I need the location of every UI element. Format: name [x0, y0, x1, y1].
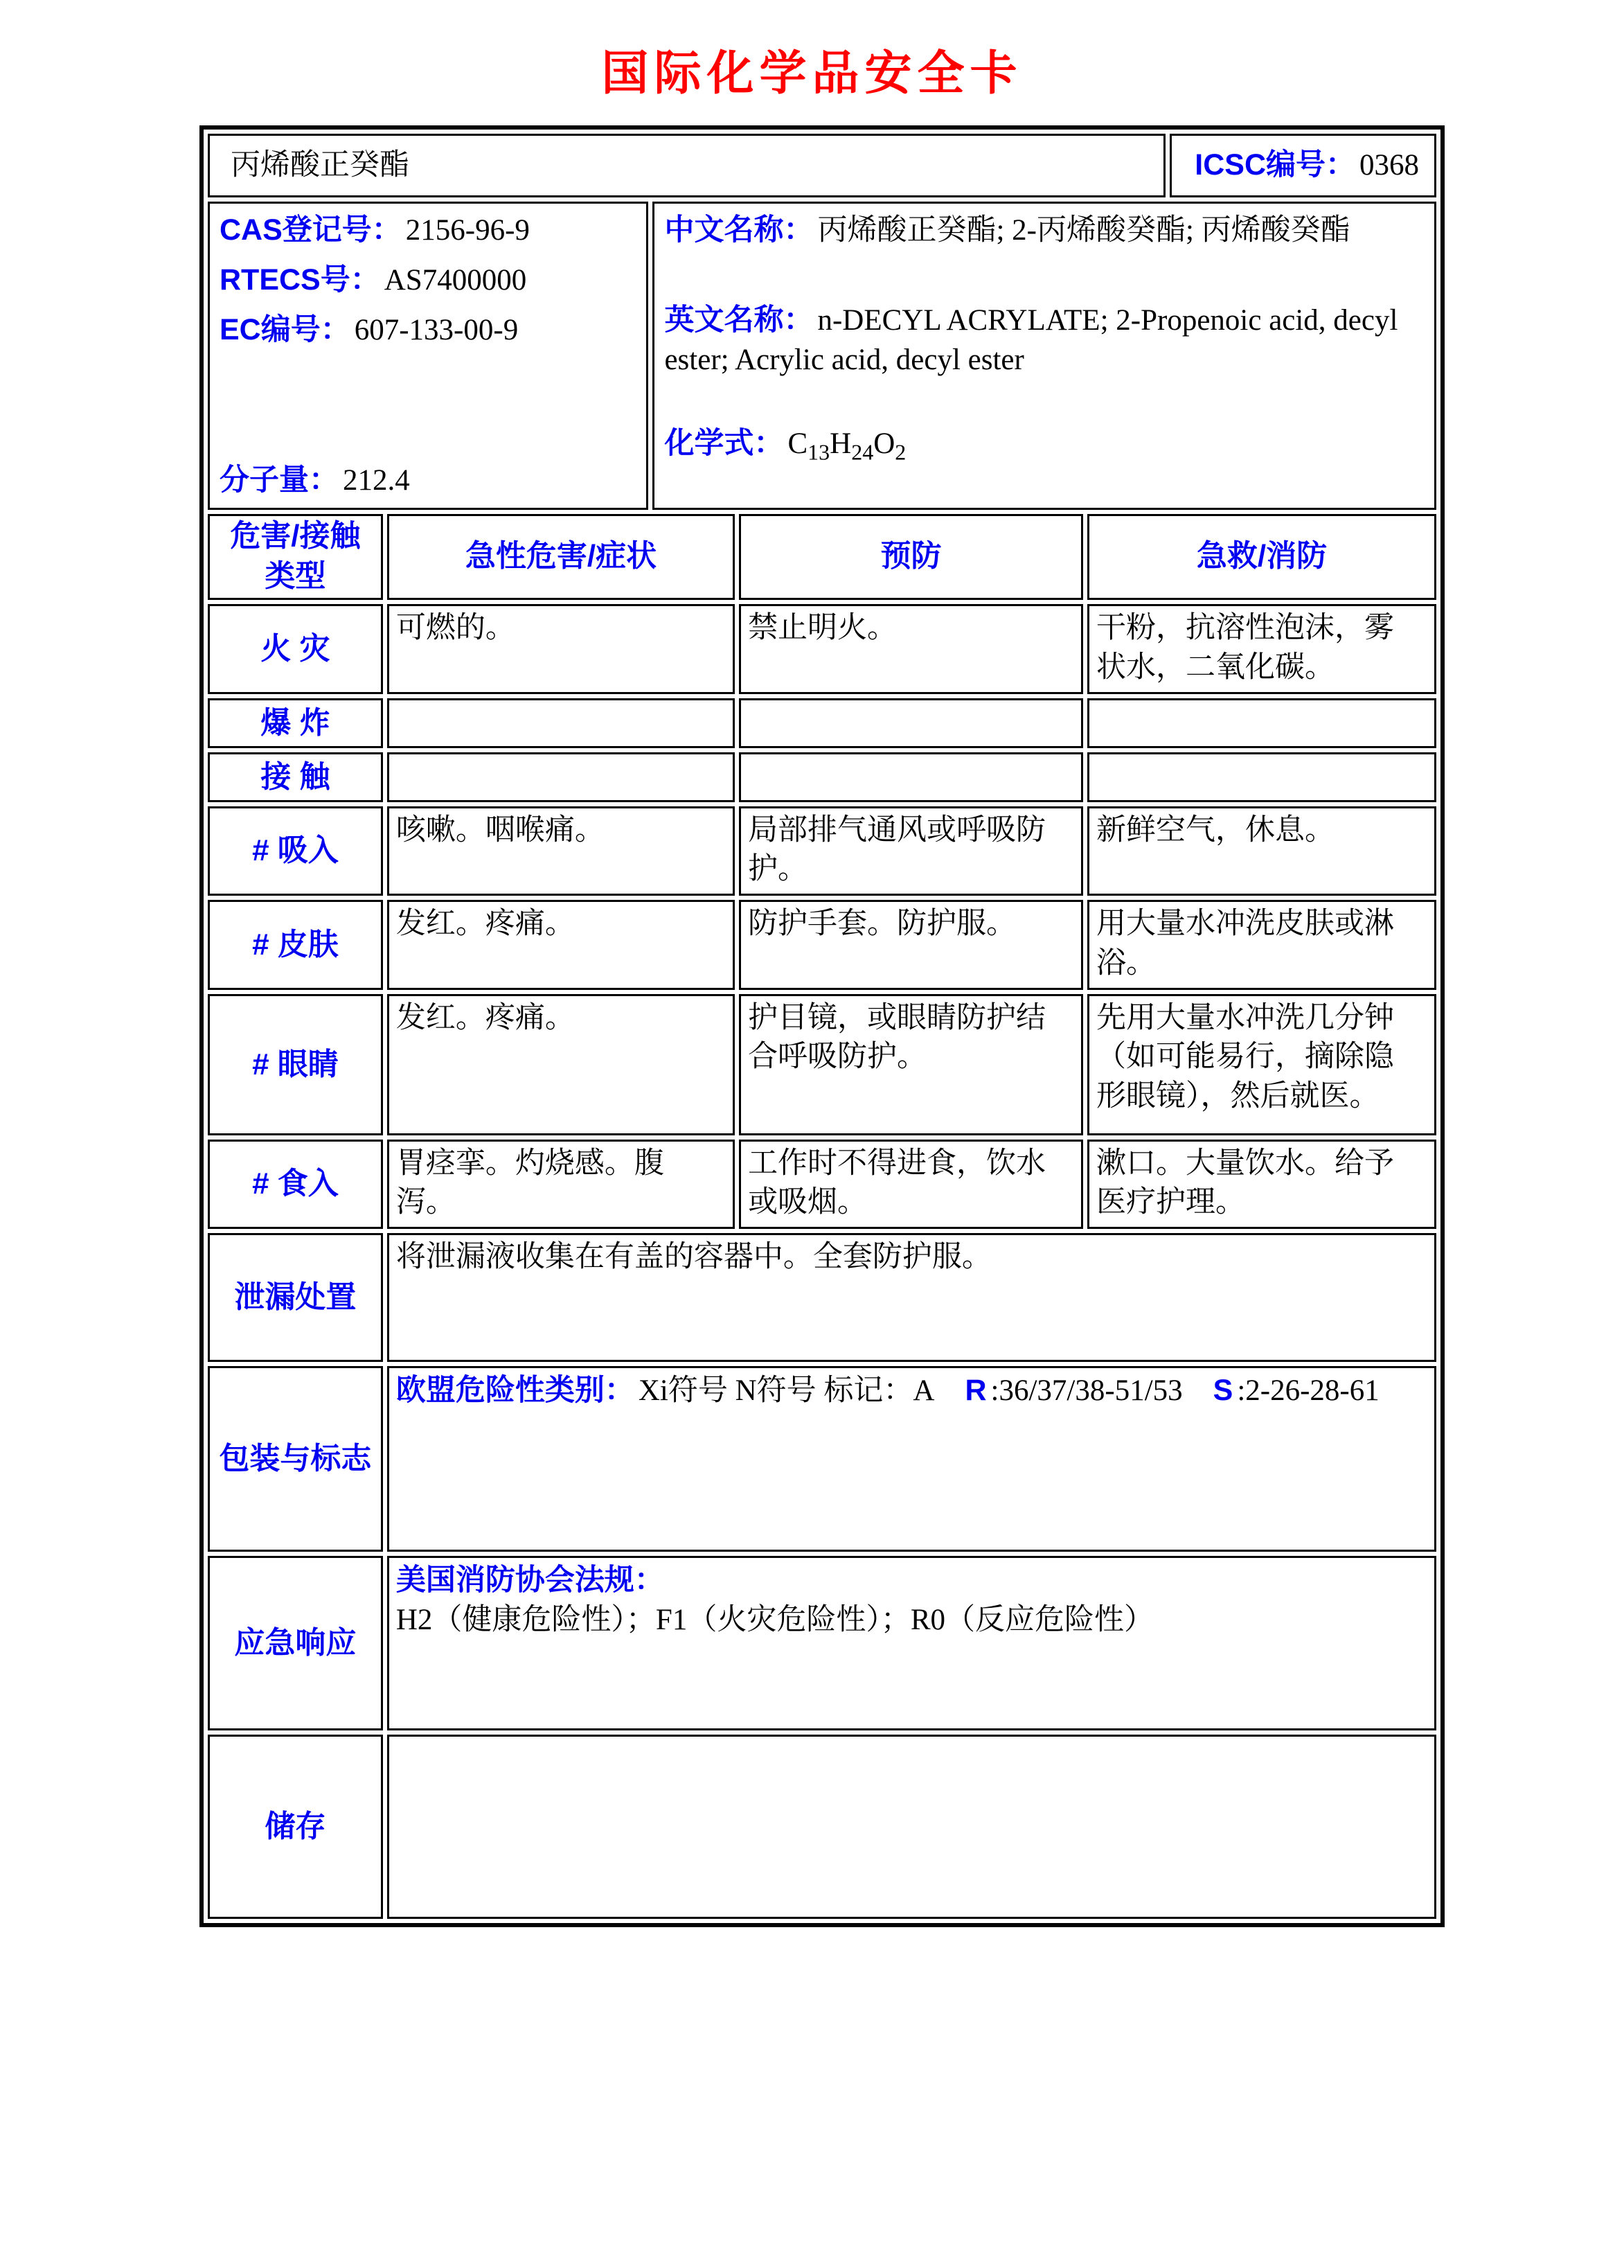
nfpa-code-value: H2（健康危险性）；F1（火灾危险性）；R0（反应危险性） [395, 1603, 1154, 1636]
registry-ids-cell [208, 202, 648, 510]
english-name-line [664, 301, 1425, 380]
r-phrases-label: R [965, 1374, 987, 1408]
header-prevention: 预防 [880, 539, 942, 574]
header-symptoms-cell [387, 514, 735, 600]
rtecs-number-label: RTECS号： [220, 263, 380, 296]
inhalation-row-label: # 吸入 [208, 806, 383, 896]
packaging-row-label: 包装与标志 [208, 1366, 383, 1552]
skin-row-label: # 皮肤 [208, 900, 383, 990]
hazard-table-header-row [208, 514, 1436, 600]
substance-name-cell [208, 134, 1166, 197]
ec-number-value: 607-133-00-9 [354, 313, 519, 346]
storage-content-cell [387, 1735, 1436, 1919]
emergency-response-row [208, 1556, 1436, 1730]
icsc-number-label: ICSC编号： [1195, 148, 1355, 182]
inhalation-prevention-cell: 局部排气通风或呼吸防护。 [739, 806, 1083, 896]
ingestion-row-label: # 食入 [208, 1140, 383, 1230]
explosion-symptoms-cell [387, 698, 735, 748]
spill-content-cell: 将泄漏液收集在有盖的容器中。全套防护服。 [387, 1233, 1436, 1362]
contact-firstaid-cell [1087, 752, 1436, 802]
explosion-prevention-cell [739, 698, 1083, 748]
storage-row-label: 储存 [208, 1735, 383, 1919]
fire-symptoms-cell: 可燃的。 [387, 604, 735, 694]
page-title: 国际化学品安全卡 [601, 47, 1023, 100]
storage-row [208, 1735, 1436, 1919]
inhalation-firstaid-cell: 新鲜空气，休息。 [1087, 806, 1436, 896]
cas-number-label: CAS登记号： [220, 213, 402, 247]
header-firstaid-cell [1087, 514, 1436, 600]
s-phrases-label: S [1213, 1374, 1233, 1408]
chinese-name-line [664, 211, 1425, 251]
packaging-content-cell [387, 1366, 1436, 1552]
nfpa-code-label: 美国消防协会法规： [395, 1563, 664, 1597]
identifiers-row [208, 202, 1436, 510]
safety-card [199, 125, 1445, 1927]
cas-number-line [220, 211, 636, 251]
molecular-weight-value: 212.4 [343, 464, 410, 497]
molecular-weight-line [220, 461, 636, 501]
skin-symptoms-cell: 发红。疼痛。 [387, 900, 735, 990]
molecular-weight-label: 分子量： [220, 463, 339, 497]
ingestion-firstaid-cell: 漱口。大量饮水。给予医疗护理。 [1087, 1140, 1436, 1230]
chinese-name-label: 中文名称： [664, 213, 814, 247]
eu-hazard-class-label: 欧盟危险性类别： [395, 1374, 634, 1408]
fire-row-label: 火 灾 [208, 604, 383, 694]
hazard-row-ingestion [208, 1140, 1436, 1230]
r-phrases-value: :36/37/38-51/53 [990, 1374, 1183, 1408]
hazard-table [204, 510, 1440, 1923]
s-phrases-value: :2-26-28-61 [1237, 1374, 1380, 1408]
hazard-row-contact [208, 752, 1436, 802]
chinese-name-value: 丙烯酸正癸酯; 2-丙烯酸癸酯; 丙烯酸癸酯 [817, 214, 1350, 247]
chemical-formula-label: 化学式： [664, 427, 784, 461]
header-symptoms: 急性危害/症状 [465, 539, 657, 574]
skin-prevention-cell: 防护手套。防护服。 [739, 900, 1083, 990]
icsc-number-cell [1170, 134, 1436, 197]
explosion-row-label: 爆 炸 [208, 698, 383, 748]
ingestion-prevention-cell: 工作时不得进食，饮水或吸烟。 [739, 1140, 1083, 1230]
rtecs-number-value: AS7400000 [384, 263, 527, 296]
hazard-row-skin [208, 900, 1436, 990]
header-firstaid: 急救/消防 [1196, 539, 1328, 574]
english-name-label: 英文名称： [664, 303, 814, 337]
names-formula-cell [652, 202, 1436, 510]
substance-name: 丙烯酸正癸酯 [231, 148, 409, 181]
explosion-firstaid-cell [1087, 698, 1436, 748]
identifiers-table [204, 197, 1440, 514]
header-prevention-cell [739, 514, 1083, 600]
chemical-formula: $C_{13}H_{24}O_2$ [787, 427, 907, 465]
spill-row-label: 泄漏处置 [208, 1233, 383, 1362]
cas-number-value: 2156-96-9 [405, 214, 530, 247]
eyes-prevention-cell: 护目镜，或眼睛防护结合呼吸防护。 [739, 994, 1083, 1135]
fire-firstaid-cell: 干粉，抗溶性泡沫，雾状水，二氧化碳。 [1087, 604, 1436, 694]
ec-number-line [220, 310, 636, 351]
inhalation-symptoms-cell: 咳嗽。咽喉痛。 [387, 806, 735, 896]
card-header-row [208, 134, 1436, 197]
ec-number-label: EC编号： [220, 312, 350, 346]
eu-hazard-class-value: Xi符号 N符号 标记：A [638, 1374, 935, 1408]
skin-firstaid-cell: 用大量水冲洗皮肤或淋浴。 [1087, 900, 1436, 990]
card-header-table [204, 130, 1440, 202]
icsc-number-value: 0368 [1359, 149, 1419, 182]
emergency-response-row-label: 应急响应 [208, 1556, 383, 1730]
eyes-row-label: # 眼睛 [208, 994, 383, 1135]
hazard-row-explosion [208, 698, 1436, 748]
eyes-symptoms-cell: 发红。疼痛。 [387, 994, 735, 1135]
contact-row-label: 接 触 [208, 752, 383, 802]
header-hazard-type: 危害/接触 类型 [230, 519, 361, 593]
rtecs-number-line [220, 260, 636, 301]
chemical-formula-line [664, 424, 1425, 464]
spill-row [208, 1233, 1436, 1362]
packaging-row [208, 1366, 1436, 1552]
emergency-response-content-cell [387, 1556, 1436, 1730]
hazard-row-fire [208, 604, 1436, 694]
hazard-row-eyes [208, 994, 1436, 1135]
header-hazard-type-cell [208, 514, 383, 600]
contact-symptoms-cell [387, 752, 735, 802]
eyes-firstaid-cell: 先用大量水冲洗几分钟（如可能易行，摘除隐形眼镜），然后就医。 [1087, 994, 1436, 1135]
ingestion-symptoms-cell: 胃痉挛。灼烧感。腹泻。 [387, 1140, 735, 1230]
contact-prevention-cell [739, 752, 1083, 802]
hazard-row-inhalation [208, 806, 1436, 896]
fire-prevention-cell: 禁止明火。 [739, 604, 1083, 694]
english-name-value: n-DECYL ACRYLATE; 2-Propenoic acid, decyl ester; Acrylic acid, decyl ester [664, 303, 1398, 376]
